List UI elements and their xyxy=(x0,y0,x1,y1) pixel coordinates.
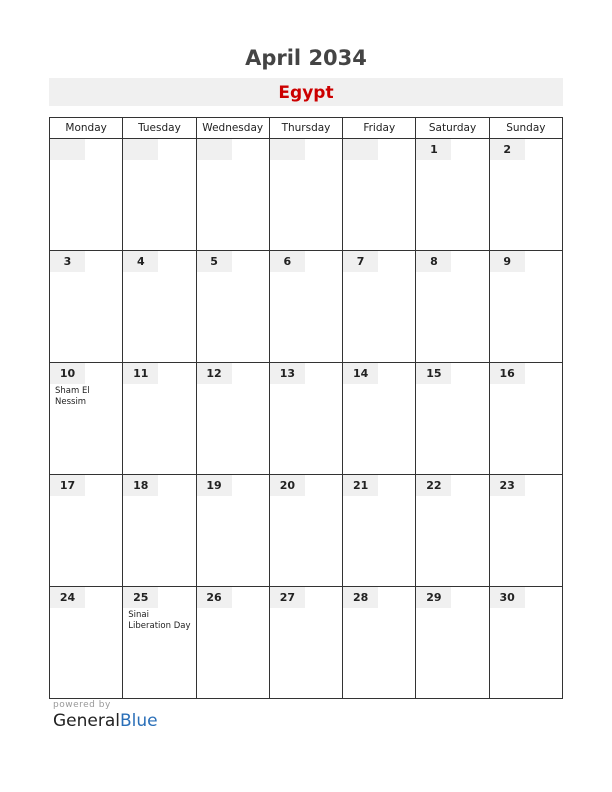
day-number: 7 xyxy=(343,251,378,272)
day-number: 19 xyxy=(197,475,232,496)
holiday-label: Sinai Liberation Day xyxy=(128,610,191,631)
weekday-header: Saturday xyxy=(416,118,489,139)
day-number: 18 xyxy=(123,475,158,496)
day-number: 20 xyxy=(270,475,305,496)
day-number: 25 xyxy=(123,587,158,608)
day-cell xyxy=(269,587,342,699)
weekday-header: Sunday xyxy=(489,118,562,139)
day-number xyxy=(123,139,158,160)
day-cell xyxy=(416,475,489,587)
country-banner xyxy=(49,78,563,106)
day-cell xyxy=(196,363,269,475)
day-number: 26 xyxy=(197,587,232,608)
weekday-header: Tuesday xyxy=(123,118,196,139)
day-number: 11 xyxy=(123,363,158,384)
day-cell xyxy=(489,139,562,251)
powered-by-text: powered by xyxy=(53,700,111,710)
weekday-header: Thursday xyxy=(269,118,342,139)
day-cell xyxy=(489,475,562,587)
day-number: 10 xyxy=(50,363,85,384)
day-cell xyxy=(343,139,416,251)
day-number: 30 xyxy=(490,587,525,608)
day-cell xyxy=(269,475,342,587)
day-number xyxy=(270,139,305,160)
day-number: 28 xyxy=(343,587,378,608)
day-cell xyxy=(416,587,489,699)
holiday-label: Sham El Nessim xyxy=(55,386,90,407)
day-cell xyxy=(343,363,416,475)
day-number: 23 xyxy=(490,475,525,496)
day-cell xyxy=(269,251,342,363)
day-cell xyxy=(123,139,196,251)
day-cell xyxy=(196,475,269,587)
week-row xyxy=(50,475,563,587)
day-number: 4 xyxy=(123,251,158,272)
day-cell xyxy=(50,363,123,475)
brand-name-part1: General xyxy=(53,711,120,731)
day-cell xyxy=(123,587,196,699)
day-number: 12 xyxy=(197,363,232,384)
day-cell xyxy=(50,139,123,251)
day-cell xyxy=(416,139,489,251)
brand-name-part2: Blue xyxy=(120,711,158,731)
day-cell xyxy=(489,251,562,363)
day-cell xyxy=(50,587,123,699)
brand-name xyxy=(53,711,158,731)
day-number: 3 xyxy=(50,251,85,272)
day-number: 16 xyxy=(490,363,525,384)
weekday-header: Wednesday xyxy=(196,118,269,139)
day-cell xyxy=(269,363,342,475)
day-number xyxy=(343,139,378,160)
day-cell xyxy=(196,139,269,251)
day-number: 29 xyxy=(416,587,451,608)
day-number: 21 xyxy=(343,475,378,496)
day-number: 15 xyxy=(416,363,451,384)
week-row xyxy=(50,139,563,251)
day-number: 13 xyxy=(270,363,305,384)
day-number xyxy=(197,139,232,160)
day-number: 9 xyxy=(490,251,525,272)
day-cell xyxy=(50,475,123,587)
country-name: Egypt xyxy=(278,83,334,103)
day-number: 27 xyxy=(270,587,305,608)
day-number: 5 xyxy=(197,251,232,272)
day-number: 8 xyxy=(416,251,451,272)
day-cell xyxy=(196,587,269,699)
day-cell xyxy=(196,251,269,363)
day-cell xyxy=(269,139,342,251)
day-cell xyxy=(489,363,562,475)
day-number: 17 xyxy=(50,475,85,496)
day-cell xyxy=(416,363,489,475)
day-cell xyxy=(343,475,416,587)
day-cell xyxy=(343,251,416,363)
day-number: 22 xyxy=(416,475,451,496)
day-cell xyxy=(416,251,489,363)
week-row xyxy=(50,251,563,363)
day-number: 1 xyxy=(416,139,451,160)
day-cell xyxy=(123,363,196,475)
day-number: 6 xyxy=(270,251,305,272)
day-number xyxy=(50,139,85,160)
day-cell xyxy=(123,251,196,363)
weekday-header-row xyxy=(50,118,563,139)
weekday-header: Monday xyxy=(50,118,123,139)
day-cell xyxy=(343,587,416,699)
calendar-grid xyxy=(49,117,563,699)
day-cell xyxy=(50,251,123,363)
day-cell xyxy=(123,475,196,587)
week-row xyxy=(50,587,563,699)
day-cell xyxy=(489,587,562,699)
day-number: 2 xyxy=(490,139,525,160)
day-number: 14 xyxy=(343,363,378,384)
brand-logo xyxy=(53,700,158,731)
weekday-header: Friday xyxy=(343,118,416,139)
week-row xyxy=(50,363,563,475)
calendar-title: April 2034 xyxy=(245,46,367,70)
day-number: 24 xyxy=(50,587,85,608)
